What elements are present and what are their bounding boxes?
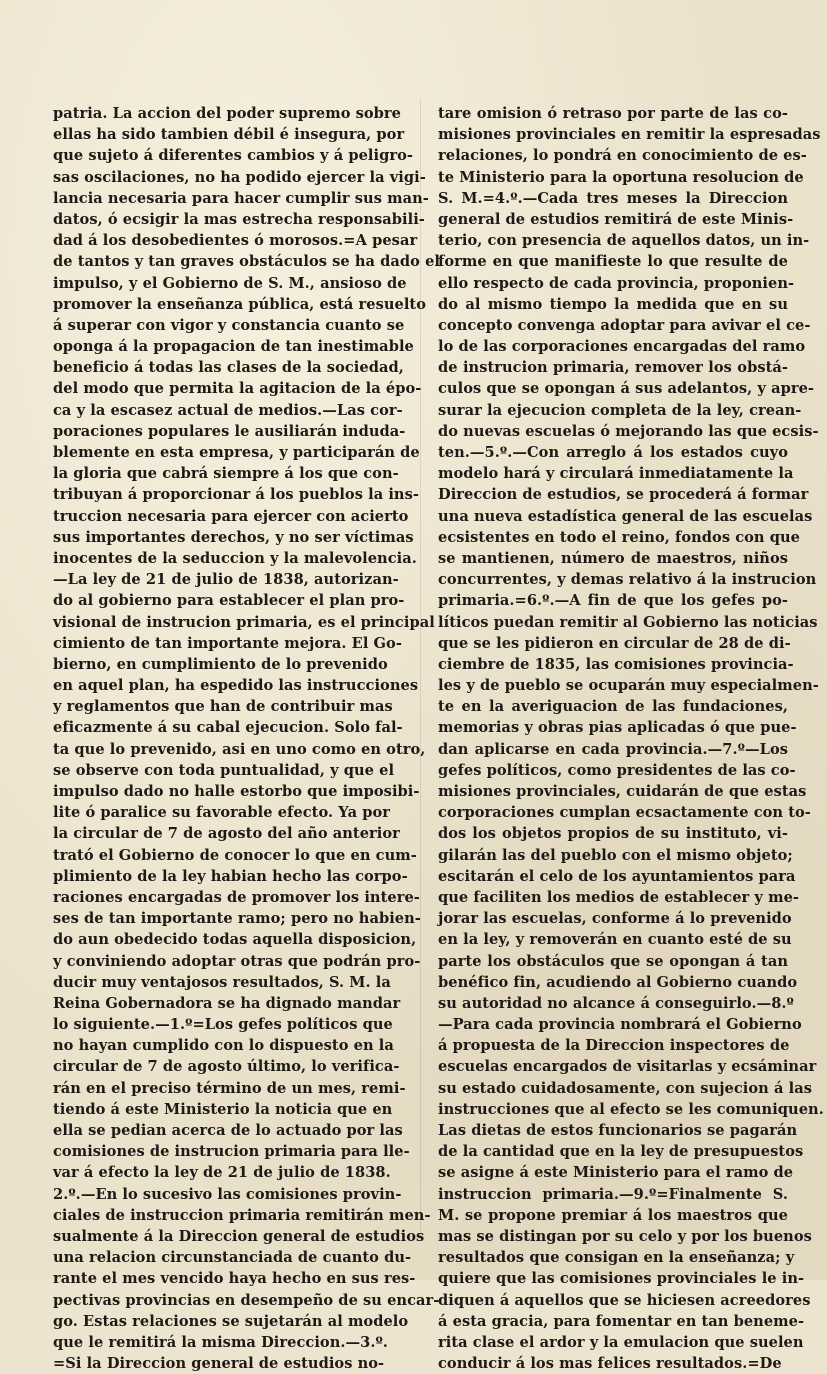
right-column-line: mas se distingan por su celo y por los buenos bbox=[438, 1227, 812, 1245]
right-column-line: jorar las escuelas, conforme á lo prevenido bbox=[438, 910, 792, 928]
right-column-line: á esta gracia, para fomentar en tan beneme- bbox=[438, 1312, 805, 1330]
left-column-line: promover la enseñanza pública, está resuelto bbox=[53, 295, 427, 313]
left-column-line: visional de instrucion primaria, es el principal bbox=[53, 613, 435, 631]
left-column-line: sas oscilaciones, no ha podido ejercer la vigi- bbox=[53, 168, 426, 186]
right-column-line: misiones provinciales, cuidarán de que estas bbox=[438, 783, 807, 800]
left-column-line: Reina Gobernadora se ha dignado mandar bbox=[53, 994, 401, 1012]
left-column-line: comisiones de instrucion primaria para lle- bbox=[53, 1143, 410, 1161]
right-text-column bbox=[438, 103, 824, 1374]
right-column-line: —Para cada provincia nombrará el Gobierno bbox=[438, 1016, 802, 1034]
right-column-line: Direccion de estudios, se procederá á formar bbox=[438, 486, 809, 504]
left-column-line: ca y la escasez actual de medios.—Las cor- bbox=[53, 401, 403, 419]
right-column-line: escuelas encargados de visitarlas y ecsáminar bbox=[438, 1058, 817, 1076]
left-column-line: sus importantes derechos, y no ser víctimas bbox=[53, 528, 414, 546]
right-column-line: líticos puedan remitir al Gobierno las noticias bbox=[438, 613, 818, 631]
right-column-line: diquen á aquellos que se hiciesen acreedores bbox=[438, 1291, 811, 1309]
right-column-line: corporaciones cumplan ecsactamente con to- bbox=[438, 804, 811, 822]
left-column-line: poraciones populares le ausiliarán induda- bbox=[53, 422, 406, 440]
right-column-line: culos que se opongan á sus adelantos, y apre- bbox=[438, 380, 815, 398]
right-column-line: instruccion primaria.—9.º=Finalmente S. bbox=[438, 1185, 788, 1203]
right-column-line: escitarán el celo de los ayuntamientos para bbox=[438, 867, 796, 885]
right-column-line: de la cantidad que en la ley de presupuestos bbox=[438, 1143, 804, 1161]
right-column-line: S. M.=4.º.—Cada tres meses la Direccion bbox=[438, 189, 788, 207]
right-column-line: concepto convenga adoptar para avivar el ce- bbox=[438, 316, 811, 334]
right-column-line: que faciliten los medios de establecer y me- bbox=[438, 888, 800, 906]
right-column-line: tare omision ó retraso por parte de las co- bbox=[438, 105, 788, 122]
left-column-line: 2.º.—En lo sucesivo las comisiones provin- bbox=[53, 1185, 402, 1203]
left-column-line: rante el mes vencido haya hecho en sus res- bbox=[53, 1270, 416, 1288]
left-column-line: ellas ha sido tambien débil é insegura, por bbox=[53, 126, 405, 144]
right-column-line: lo de las corporaciones encargadas del ramo bbox=[438, 338, 806, 356]
left-column-line: patria. La accion del poder supremo sobre bbox=[53, 105, 401, 122]
right-column-line: rita clase el ardor y la emulacion que suelen bbox=[438, 1333, 804, 1351]
right-column-line: quiere que las comisiones provinciales le in- bbox=[438, 1270, 805, 1288]
left-column-line: se observe con toda puntualidad, y que el bbox=[53, 761, 395, 779]
left-column-line: la gloria que cabrá siempre á los que con- bbox=[53, 465, 399, 483]
left-column-line: la circular de 7 de agosto del año anterior bbox=[53, 825, 400, 843]
right-column-line: gilarán las del pueblo con el mismo objeto; bbox=[438, 846, 793, 864]
left-column-line: inocentes de la seduccion y la malevolencia. bbox=[53, 549, 417, 567]
right-column-line: se asigne á este Ministerio para el ramo de bbox=[438, 1164, 794, 1182]
left-column-line: ducir muy ventajosos resultados, S. M. la bbox=[53, 973, 391, 991]
right-column-line: se mantienen, número de maestros, niños bbox=[438, 549, 788, 567]
right-column-line: memorias y obras pias aplicadas ó que pue- bbox=[438, 719, 797, 737]
right-column-line: terio, con presencia de aquellos datos, un in- bbox=[438, 232, 810, 250]
left-column-line: ciales de instruccion primaria remitirán men- bbox=[53, 1206, 431, 1224]
left-column-line: lancia necesaria para hacer cumplir sus man- bbox=[53, 189, 429, 207]
right-column-line: general de estudios remitirá de este Minis- bbox=[438, 210, 794, 228]
right-column-line: modelo hará y circulará inmediatamente la bbox=[438, 465, 794, 483]
left-column-line: datos, ó ecsigir la mas estrecha responsabili- bbox=[53, 210, 425, 228]
right-column-line: forme en que manifieste lo que resulte de bbox=[438, 253, 788, 271]
left-column-line: impulso, y el Gobierno de S. M., ansioso de bbox=[53, 274, 407, 292]
left-column-line: de tantos y tan graves obstáculos se ha dado el bbox=[53, 253, 441, 271]
left-column-line: y conviniendo adoptar otras que podrán pro- bbox=[53, 952, 421, 970]
right-column-line: benéfico fin, acudiendo al Gobierno cuando bbox=[438, 973, 798, 991]
left-column-line: do aun obedecido todas aquella disposicion, bbox=[53, 931, 417, 949]
left-column-line: que le remitirá la misma Direccion.—3.º. bbox=[53, 1333, 388, 1351]
right-column-line: gefes políticos, como presidentes de las co- bbox=[438, 761, 796, 779]
left-column-line: circular de 7 de agosto último, lo verifica- bbox=[53, 1058, 400, 1076]
right-column-line: en la ley, y removerán en cuanto esté de su bbox=[438, 931, 792, 949]
left-column-line: pectivas provincias en desempeño de su encar- bbox=[53, 1291, 440, 1309]
right-column-line: á propuesta de la Direccion inspectores de bbox=[438, 1037, 790, 1055]
right-column-line: resultados que consigan en la enseñanza; y bbox=[438, 1249, 795, 1267]
right-column-line: parte los obstáculos que se opongan á tan bbox=[438, 952, 788, 970]
left-column-line: plimiento de la ley habian hecho las corpo- bbox=[53, 867, 408, 885]
left-column-line: lo siguiente.—1.º=Los gefes políticos que bbox=[53, 1016, 393, 1034]
left-column-line: y reglamentos que han de contribuir mas bbox=[53, 698, 393, 716]
right-column-line: M. se propone premiar á los maestros que bbox=[438, 1206, 788, 1224]
left-column-line: —La ley de 21 de julio de 1838, autorizan- bbox=[53, 571, 399, 589]
left-column-line: sualmente á la Direccion general de estudios bbox=[53, 1227, 425, 1245]
left-column-line: impulso dado no halle estorbo que imposibi- bbox=[53, 783, 420, 800]
right-column-line: su estado cuidadosamente, con sujecion á las bbox=[438, 1079, 812, 1097]
left-column-line: en aquel plan, ha espedido las instrucciones bbox=[53, 677, 419, 695]
right-column-line: ello respecto de cada provincia, proponien- bbox=[438, 274, 795, 292]
left-column-line: bierno, en cumplimiento de lo prevenido bbox=[53, 655, 388, 673]
right-column-line: ecsistentes en todo el reino, fondos con que bbox=[438, 528, 800, 546]
right-column-line: su autoridad no alcance á conseguirlo.—8.º bbox=[438, 994, 794, 1012]
right-column-line: dos los objetos propios de su instituto, vi- bbox=[438, 825, 788, 843]
left-column-line: eficazmente á su cabal ejecucion. Solo fal- bbox=[53, 719, 403, 737]
left-column-line: rán en el preciso término de un mes, remi- bbox=[53, 1079, 406, 1097]
left-column-line: lite ó paralice su favorable efecto. Ya por bbox=[53, 804, 390, 822]
left-column-line: trató el Gobierno de conocer lo que en cum- bbox=[53, 846, 417, 864]
right-column-line: de instrucion primaria, remover los obstá- bbox=[438, 359, 788, 377]
right-column-line: relaciones, lo pondrá en conocimiento de es- bbox=[438, 147, 807, 165]
left-column-line: cimiento de tan importante mejora. El Go- bbox=[53, 634, 402, 652]
right-column-line: misiones provinciales en remitir la espresadas bbox=[438, 126, 821, 144]
left-column-line: raciones encargadas de promover los intere- bbox=[53, 888, 420, 906]
right-column-line: conducir á los mas felices resultados.=De bbox=[438, 1355, 782, 1373]
left-column-line: ta que lo prevenido, asi en uno como en otro, bbox=[53, 740, 426, 758]
right-column-line: que se les pidieron en circular de 28 de di- bbox=[438, 634, 791, 652]
left-column-line: dad á los desobedientes ó morosos.=A pesar bbox=[53, 232, 418, 250]
left-column-line: tiendo á este Ministerio la noticia que en bbox=[53, 1100, 393, 1118]
left-text-column bbox=[53, 103, 441, 1374]
left-column-line: =Si la Direccion general de estudios no- bbox=[53, 1355, 385, 1373]
left-column-line: que sujeto á diferentes cambios y á peligro- bbox=[53, 147, 414, 165]
right-column-line: surar la ejecucion completa de la ley, crean- bbox=[438, 401, 802, 419]
right-column-line: do al mismo tiempo la medida que en su bbox=[438, 295, 788, 313]
left-column-line: do al gobierno para establecer el plan pro- bbox=[53, 592, 405, 610]
right-column-line: primaria.=6.º.—A fin de que los gefes po- bbox=[438, 592, 788, 610]
right-column-line: te en la averiguacion de las fundaciones, bbox=[438, 698, 788, 716]
left-column-line: ella se pedian acerca de lo actuado por las bbox=[53, 1122, 403, 1139]
left-column-line: no hayan cumplido con lo dispuesto en la bbox=[53, 1037, 394, 1055]
right-column-line: ciembre de 1835, las comisiones provincia- bbox=[438, 655, 794, 673]
left-column-line: oponga á la propagacion de tan inestimable bbox=[53, 338, 414, 356]
left-column-line: á superar con vigor y constancia cuanto se bbox=[53, 316, 405, 334]
right-column-line: concurrentes, y demas relativo á la instrucion bbox=[438, 571, 817, 589]
right-column-line: una nueva estadística general de las escuelas bbox=[438, 507, 813, 525]
right-column-line: dan aplicarse en cada provincia.—7.º—Los bbox=[438, 740, 788, 758]
left-column-line: blemente en esta empresa, y participarán de bbox=[53, 444, 420, 461]
left-column-line: truccion necesaria para ejercer con acierto bbox=[53, 507, 409, 525]
left-column-line: una relacion circunstanciada de cuanto du- bbox=[53, 1249, 412, 1267]
left-column-line: del modo que permita la agitacion de la épo- bbox=[53, 380, 422, 398]
left-column-line: tribuyan á proporcionar á los pueblos la ins- bbox=[53, 486, 419, 504]
right-column-line: les y de pueblo se ocuparán muy especialmen- bbox=[438, 677, 819, 695]
right-column-line: te Ministerio para la oportuna resolucion de bbox=[438, 168, 804, 186]
right-column-line: do nuevas escuelas ó mejorando las que ecsis- bbox=[438, 422, 819, 440]
right-column-line: Las dietas de estos funcionarios se pagarán bbox=[438, 1122, 798, 1139]
left-column-line: var á efecto la ley de 21 de julio de 1838. bbox=[53, 1164, 391, 1182]
left-column-line: beneficio á todas las clases de la sociedad, bbox=[53, 359, 404, 377]
right-column-line: instrucciones que al efecto se les comuniquen. bbox=[438, 1100, 824, 1118]
right-column-line: ten.—5.º.—Con arreglo á los estados cuyo bbox=[438, 444, 788, 461]
left-column-line: go. Estas relaciones se sujetarán al modelo bbox=[53, 1312, 409, 1330]
left-column-line: ses de tan importante ramo; pero no habien- bbox=[53, 910, 421, 928]
